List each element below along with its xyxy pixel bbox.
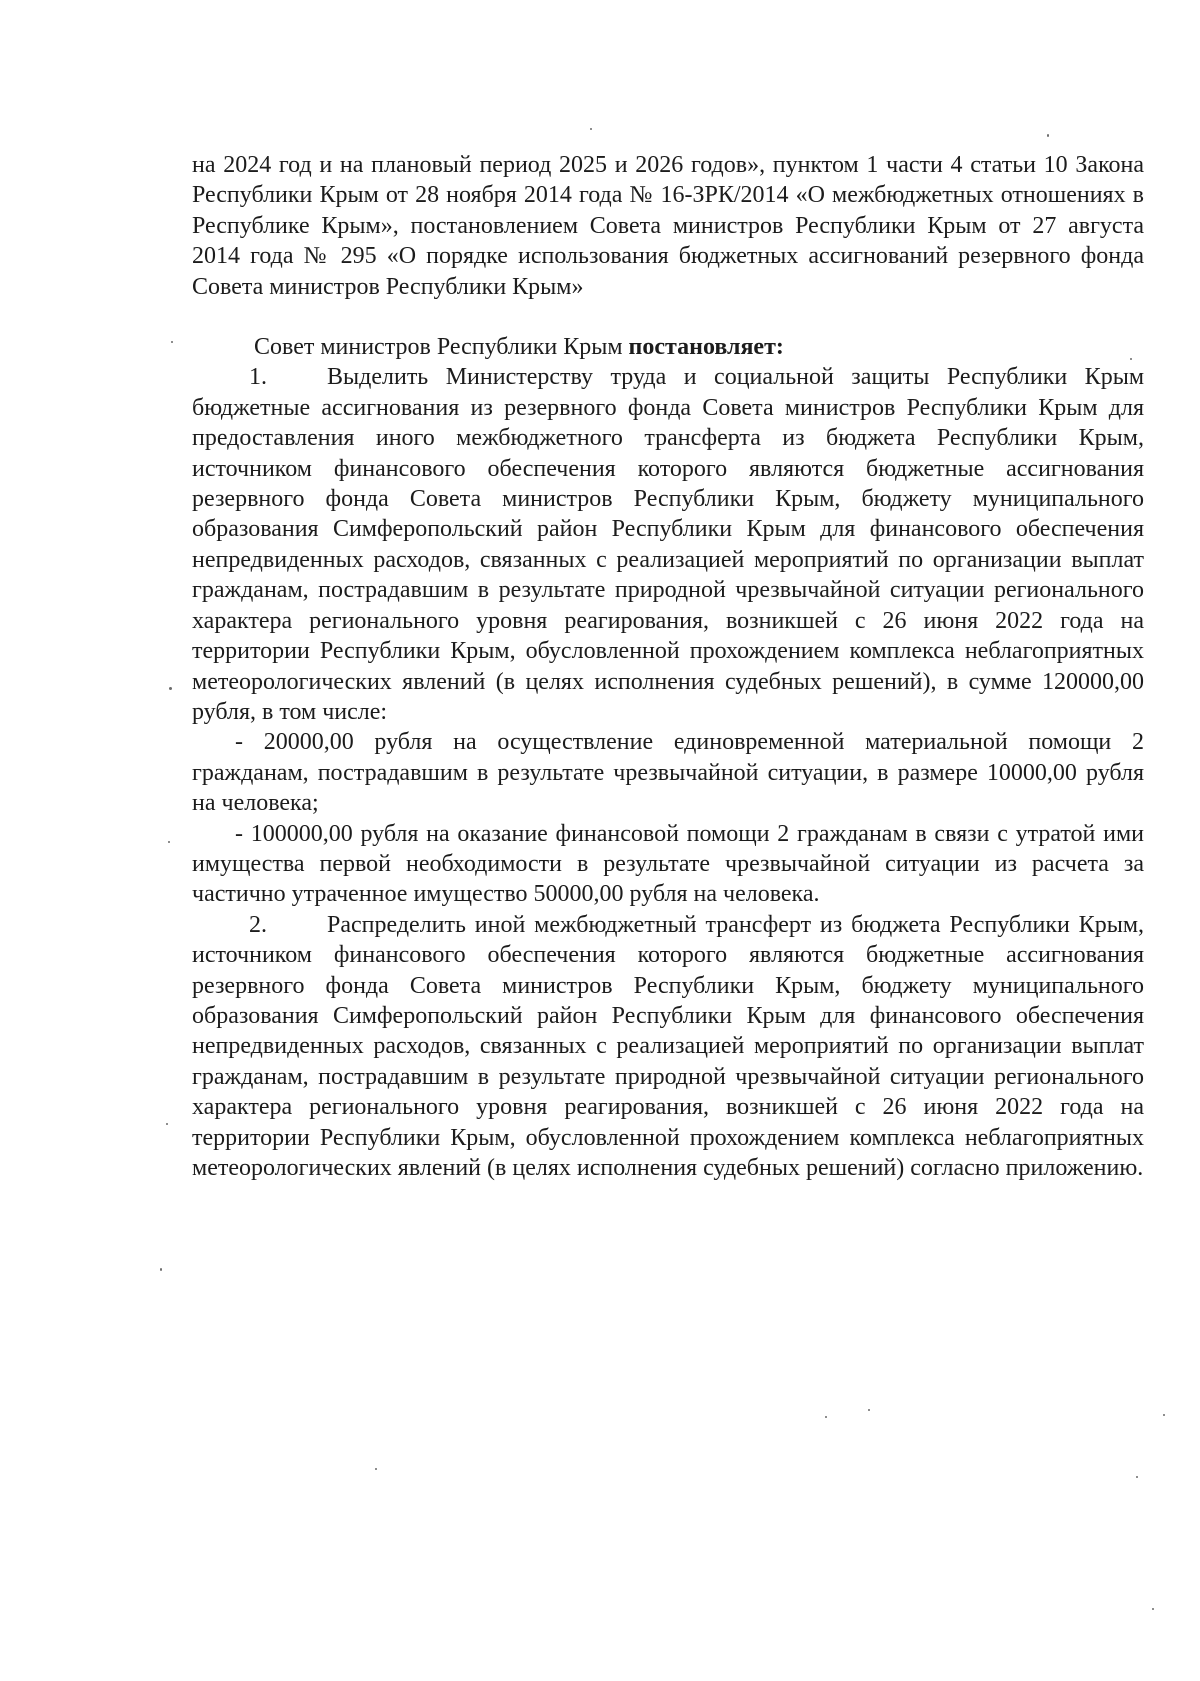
resolution-verb: постановляет: — [628, 334, 784, 361]
item-2-text: Распределить иной межбюджетный трансферт из бюджета Республики Крым, источником финансового обеспечения которого являются бюджетные ассигнования резервного фонда Совета министров Республики Крым, бюджету муниципального образования Симферопольский район Республики Крым для финансового обеспечения непредвиденных расходов, связанных с реализацией мероприятий по организации выплат гражданам, пострадавшим в результате природной чрезвычайной ситуации регионального характера регионального уровня реагирования, возникшей с 26 июня 2022 года на территории Республики Крым, обусловленной прохождением комплекса неблагоприятных метеорологических явлений (в целях исполнения судебных решений) согласно приложению. — [192, 911, 1144, 1181]
scan-speck — [160, 1268, 162, 1271]
scan-speck — [1163, 1414, 1165, 1416]
scan-speck — [166, 1123, 168, 1125]
scan-speck — [169, 687, 172, 690]
resolution-paragraph — [192, 332, 1144, 362]
scan-speck — [375, 1468, 377, 1470]
item-2-paragraph — [192, 910, 1144, 1184]
item-1-paragraph — [192, 362, 1144, 727]
scan-speck — [1136, 1476, 1138, 1478]
document-body — [192, 150, 1144, 1183]
scan-speck — [868, 1409, 870, 1411]
subitem-2-paragraph: - 100000,00 рубля на оказание финансовой помощи 2 гражданам в связи с утратой ими имущества первой необходимости в результате чрезвычайной ситуации из расчета за частично утраченное имущество 50000,00 рубля на человека. — [192, 820, 1144, 908]
item-2-number: 2. — [249, 911, 267, 938]
scan-speck — [1130, 358, 1132, 360]
paragraph-gap — [192, 302, 1144, 332]
scan-speck — [590, 128, 592, 130]
scan-speck — [825, 1416, 827, 1418]
scan-speck — [1152, 1608, 1154, 1610]
item-1-text: Выделить Министерству труда и социальной защиты Республики Крым бюджетные ассигнования из резервного фонда Совета министров Республики Крым для предоставления иного межбюджетного трансферта из бюджета Республики Крым, источником финансового обеспечения которого являются бюджетные ассигнования резервного фонда Совета министров Республики Крым, бюджету муниципального образования Симферопольский район Республики Крым для финансового обеспечения непредвиденных расходов, связанных с реализацией мероприятий по организации выплат гражданам, пострадавшим в результате природной чрезвычайной ситуации регионального характера регионального уровня реагирования, возникшей с 26 июня 2022 года на территории Республики Крым, обусловленной прохождением комплекса неблагоприятных метеорологических явлений (в целях исполнения судебных решений), в сумме 120000,00 рубля, в том числе: — [192, 364, 1144, 725]
item-1-number: 1. — [249, 364, 267, 391]
scan-speck — [1047, 134, 1049, 137]
subitem-1-paragraph: - 20000,00 рубля на осуществление единовременной материальной помощи 2 гражданам, пострадавшим в результате чрезвычайной ситуации, в размере 10000,00 рубля на человека; — [192, 729, 1144, 817]
resolution-intro: Совет министров Республики Крым — [254, 334, 629, 361]
preamble-paragraph: на 2024 год и на плановый период 2025 и 2026 годов», пунктом 1 части 4 статьи 10 Закона Республики Крым от 28 ноября 2014 года № 16-ЗРК/2014 «О межбюджетных отношениях в Республике Крым», постановлением Совета министров Республики Крым от 27 августа 2014 года № 295 «О порядке использования бюджетных ассигнований резервного фонда Совета министров Республики Крым» — [192, 152, 1144, 300]
scan-speck — [168, 841, 170, 843]
scan-speck — [171, 341, 173, 343]
